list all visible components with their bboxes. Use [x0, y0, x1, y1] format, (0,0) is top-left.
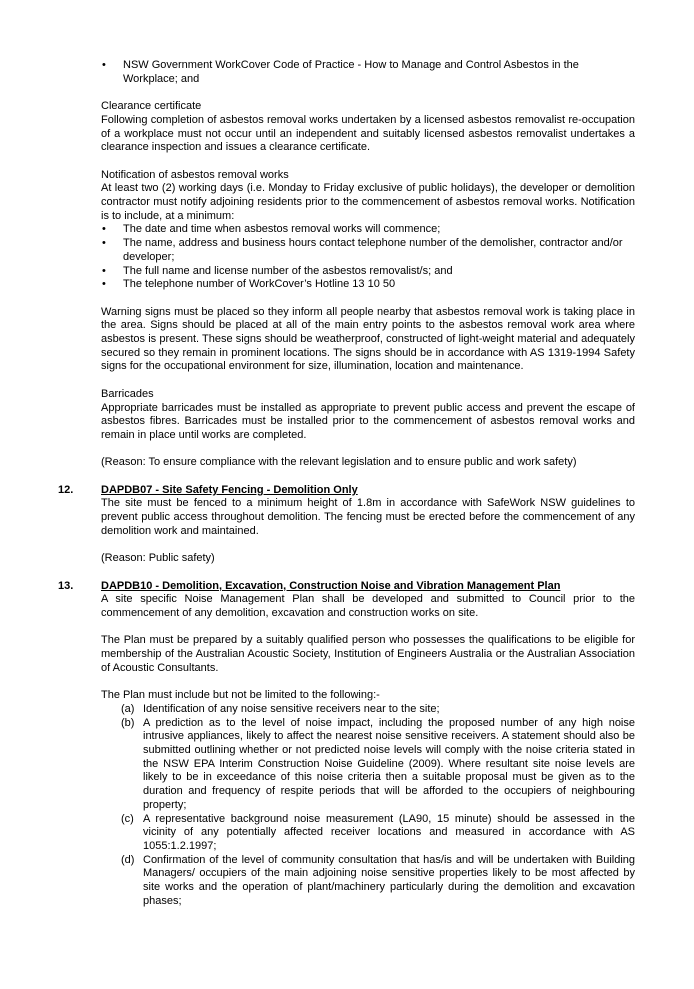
list-item: (a) Identification of any noise sensitive receivers near to the site;: [121, 702, 440, 715]
bullet-icon: •: [102, 237, 106, 250]
bullet-icon: •: [102, 278, 106, 291]
condition-number: 13.: [58, 579, 74, 592]
condition-body: The Plan must include but not be limited to the following:-: [101, 689, 380, 702]
condition-body: The Plan must be prepared by a suitably qualified person who possesses the qualifications to be eligible for membership of the Australian Acoustic Society, Institution of Engineers Australia or the Australian Association of Acoustic Consultants.: [101, 634, 635, 674]
list-letter: (d): [121, 853, 135, 866]
list-item: • The full name and license number of the asbestos removalist/s; and: [102, 264, 453, 277]
list-letter: (c): [121, 812, 134, 825]
list-item: • NSW Government WorkCover Code of Practice - How to Manage and Control Asbestos in the Workplace; and: [102, 59, 579, 85]
list-letter: (b): [121, 716, 135, 729]
clearance-body: Following completion of asbestos removal works undertaken by a licensed asbestos removalist re-occupation of a workplace must not occur until an independent and suitably licensed asbestos removalist undertakes a clearance inspection and issues a clearance certificate.: [101, 113, 635, 154]
top-bullet-list: [101, 59, 635, 86]
list-item: • The telephone number of WorkCover’s Hotline 13 10 50: [102, 278, 396, 291]
condition-12: [58, 483, 635, 566]
reason-text: (Reason: To ensure compliance with the relevant legislation and to ensure public and work safety): [101, 456, 577, 469]
list-item: • The name, address and business hours contact telephone number of the demolisher, contractor and/or developer;: [102, 237, 623, 263]
list-item: (d) Confirmation of the level of community consultation that has/is and will be undertaken with Building Managers/ occupiers of the main adjoining noise sensitive properties likely to be most affected by site works and the operation of plant/machinery particularly during the demolition and excavation phases;: [121, 853, 635, 907]
barricades-body: Appropriate barricades must be installed as appropriate to prevent public access and prevent the escape of asbestos fibres. Barricades must be installed prior to the commencement of asbestos removal works and remain in place until works are completed.: [101, 401, 635, 441]
condition-heading: DAPDB07 - Site Safety Fencing - Demolition Only: [101, 483, 358, 496]
notification-heading: Notification of asbestos removal works: [101, 168, 289, 181]
condition-body: The site must be fenced to a minimum height of 1.8m in accordance with SafeWork NSW guidelines to prevent public access throughout demolition. The fencing must be erected before the commencement of any demolition work and maintained.: [101, 497, 635, 537]
barricades-heading: Barricades: [101, 387, 154, 400]
condition-13: [58, 579, 635, 909]
notification-body: At least two (2) working days (i.e. Monday to Friday exclusive of public holidays), the developer or demolition contractor must notify adjoining residents prior to the commencement of asbestos removal works. Notification is to include, at a minimum:: [101, 182, 635, 222]
list-letter: (a): [121, 702, 135, 715]
bullet-icon: •: [102, 264, 106, 277]
condition-number: 12.: [58, 483, 74, 496]
notification-bullet-list: [101, 223, 635, 292]
list-item: (b) A prediction as to the level of noise impact, including the proposed number of any high noise intrusive appliances, likely to affect the nearest noise sensitive receivers. A statement should also be submitted outlining whether or not predicted noise levels will comply with the noise criteria stated in the NSW EPA Interim Construction Noise Guideline (2009). Where resultant site noise levels are likely to be in exceedance of this noise criteria then a suitable proposal must be given as to the duration and frequency of respite periods that will be afforded to the occupiers of neighbouring property;: [121, 716, 635, 811]
condition-body: A site specific Noise Management Plan shall be developed and submitted to Council prior to the commencement of any demolition, excavation and construction works on site.: [101, 593, 635, 619]
bullet-icon: •: [102, 59, 106, 71]
plan-requirements-list: [101, 703, 635, 909]
bullet-icon: •: [102, 223, 106, 236]
document-body: [58, 59, 635, 908]
condition-heading: DAPDB10 - Demolition, Excavation, Construction Noise and Vibration Management Plan: [101, 579, 561, 592]
list-item: (c) A representative background noise measurement (LA90, 15 minute) should be assessed in the vicinity of any potentially affected receiver locations and measured in accordance with AS 1055:1.2.1997;: [121, 812, 635, 852]
clearance-heading: Clearance certificate: [101, 100, 202, 113]
list-item: • The date and time when asbestos removal works will commence;: [102, 223, 441, 236]
warning-signs-paragraph: Warning signs must be placed so they inform all people nearby that asbestos removal work is taking place in the area. Signs should be placed at all of the main entry points to the asbestos removal work area where asbestos is present. These signs should be weatherproof, constructed of light-weight material and adequately secured so they remain in prominent locations. The signs should be in accordance with AS 1319-1994 Safety signs for the occupational environment for size, illumination, location and maintenance.: [101, 305, 635, 373]
reason-text: (Reason: Public safety): [101, 552, 215, 565]
